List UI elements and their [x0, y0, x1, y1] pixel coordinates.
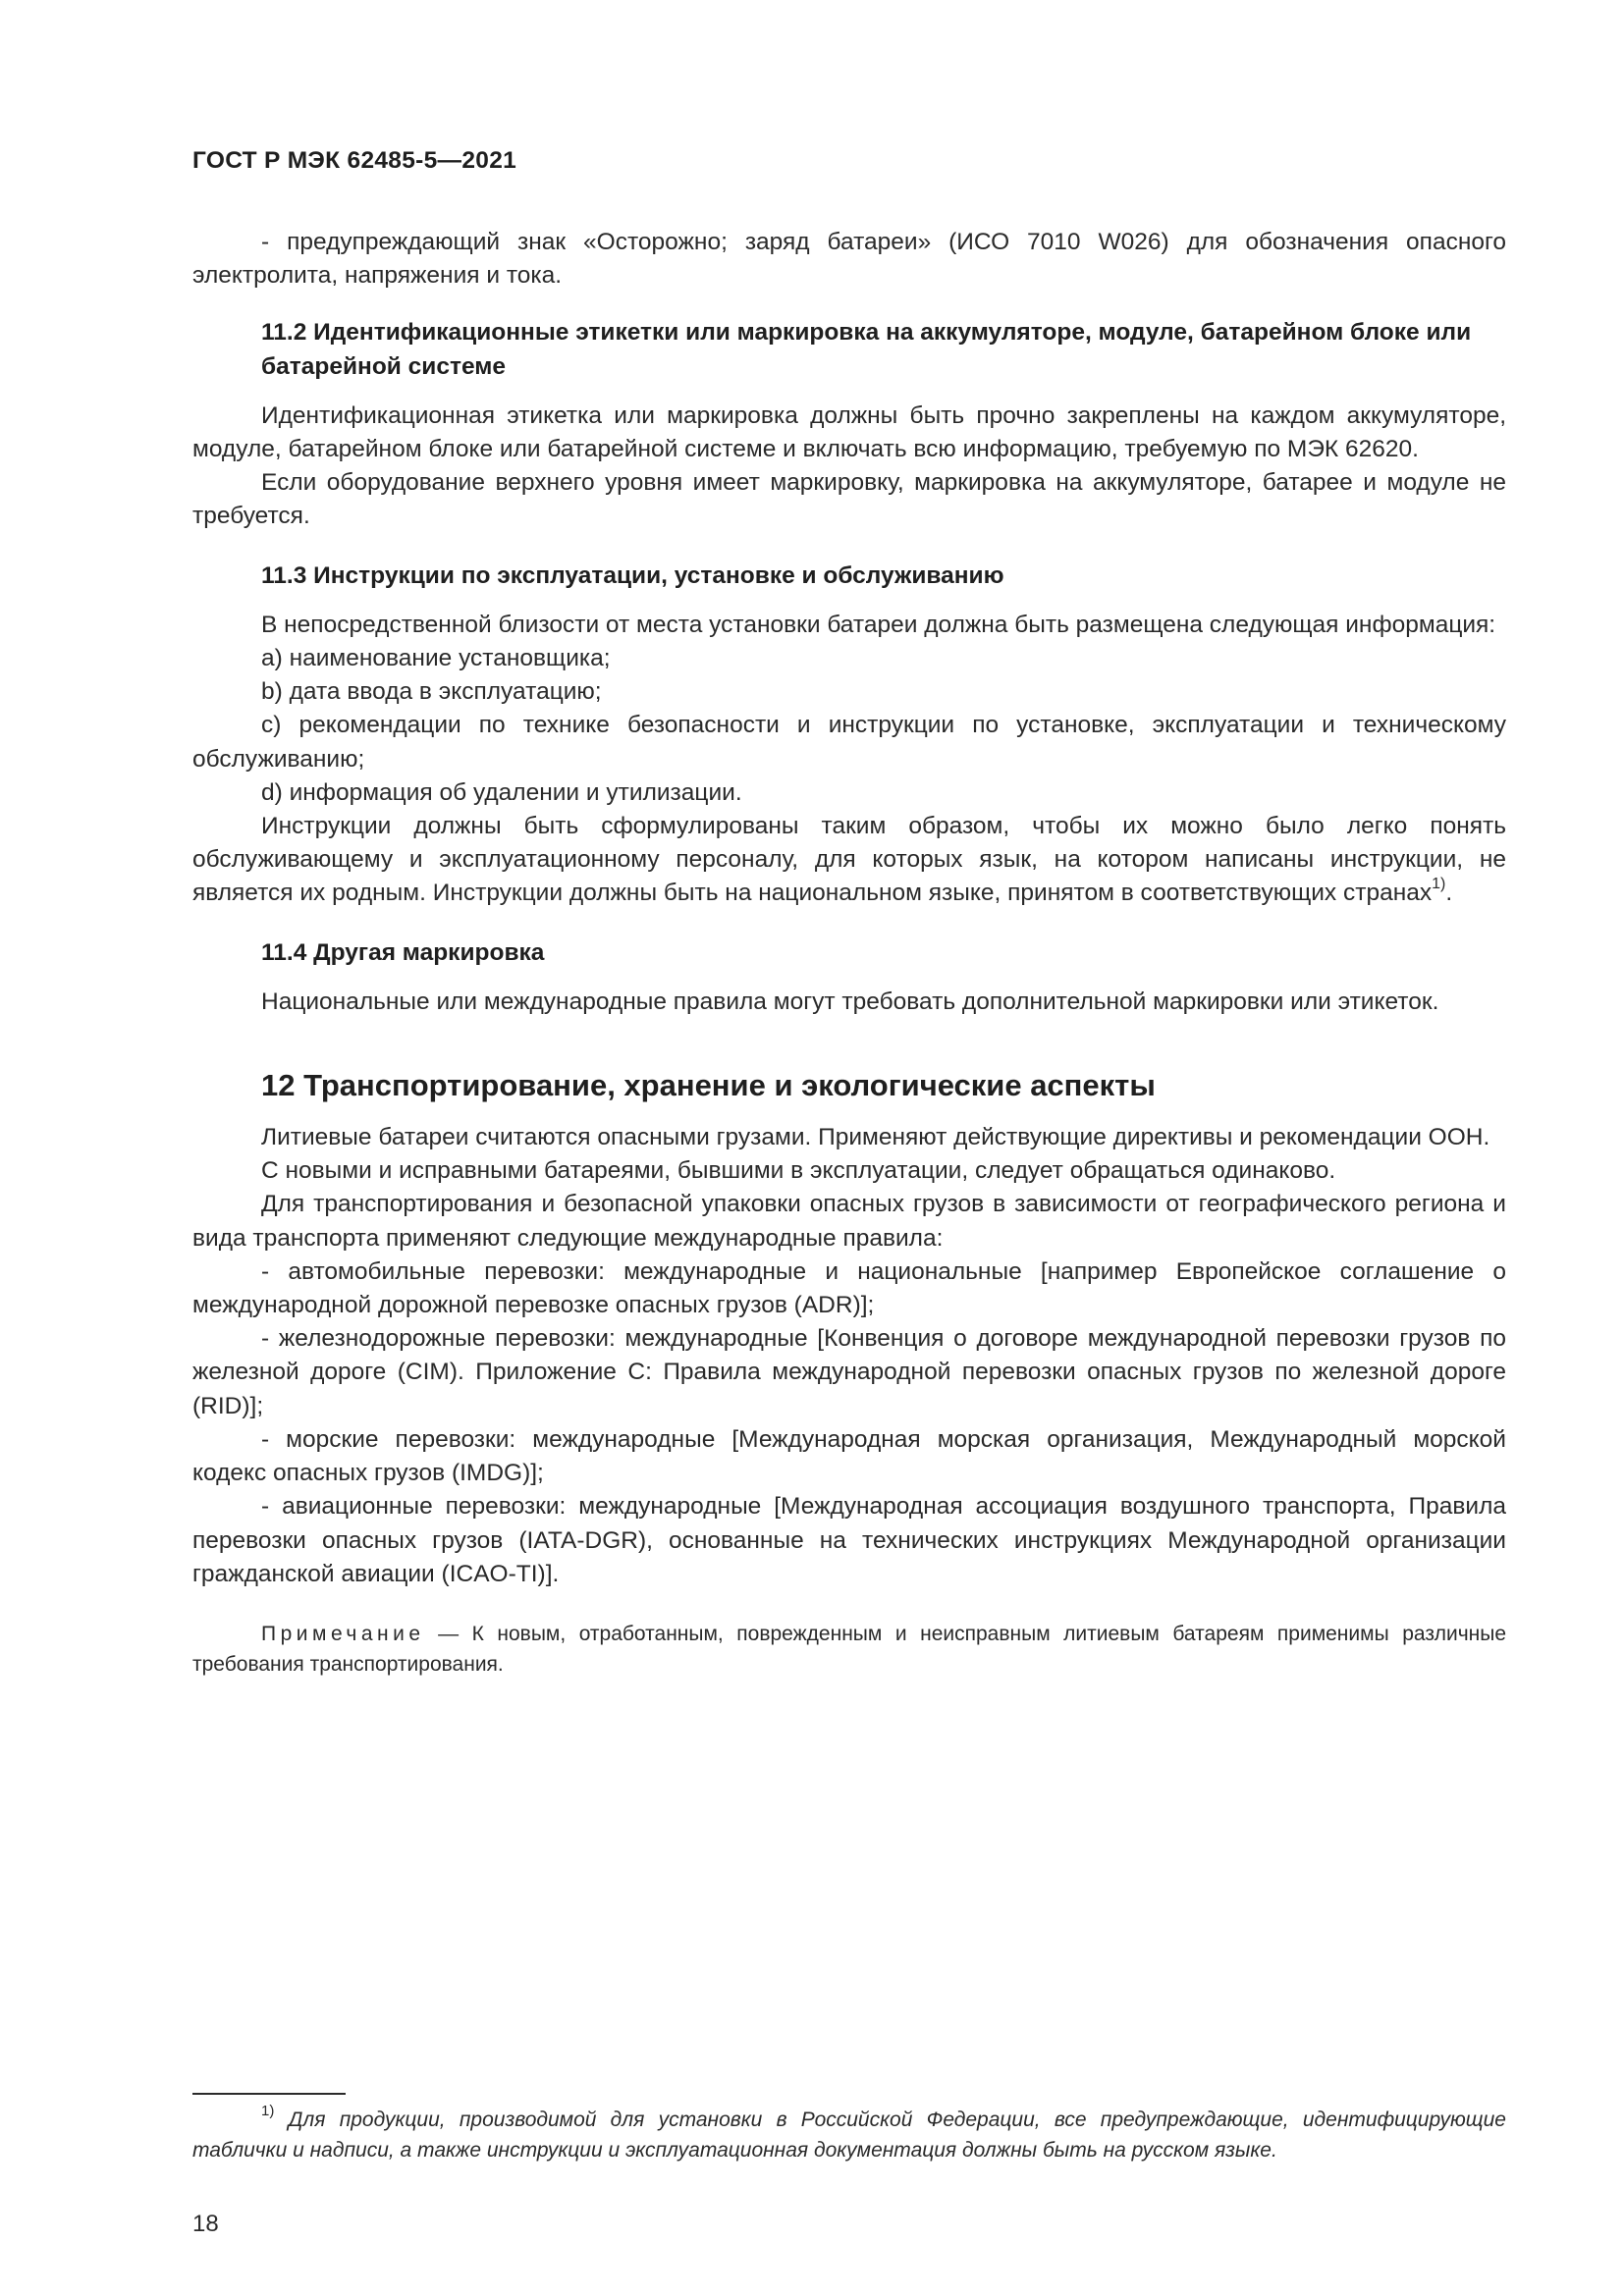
list-item: - железнодорожные перевозки: международные [Конвенция о договоре международной перевозки грузов по железной дороге (CIM). Приложение С: Правила международной перевозки опасных грузов по железной дороге (RID)]; — [192, 1325, 1506, 1419]
section-12-paragraph-2: С новыми и исправными батареями, бывшими в эксплуатации, следует обращаться одинаково. — [261, 1157, 1336, 1185]
section-11-2-paragraph-2: Если оборудование верхнего уровня имеет маркировку, маркировка на аккумуляторе, батарее и модуле не требуется. — [192, 469, 1506, 530]
section-11-3-paragraph-1: В непосредственной близости от места установки батареи должна быть размещена следующая информация: — [261, 611, 1496, 638]
list-item: - автомобильные перевозки: международные и национальные [например Европейское соглашение о международной дорожной перевозке опасных грузов (ADR)]; — [192, 1257, 1506, 1319]
section-12-note — [192, 1619, 1506, 1680]
list-item: - авиационные перевозки: международные [Международная ассоциация воздушного транспорта, Правила перевозки опасных грузов (IATA-DGR), основанные на технических инструкциях Международной организации гражданской авиации (ICAO-TI)]. — [192, 1493, 1506, 1587]
list-item: a) наименование установщика; — [261, 645, 611, 672]
footnote — [192, 2105, 1506, 2165]
section-11-2-heading: 11.2 Идентификационные этикетки или маркировка на аккумуляторе, модуле, батарейном блоке или батарейной системе — [261, 319, 1472, 380]
list-item: c) рекомендации по технике безопасности и инструкции по установке, эксплуатации и техническому обслуживанию; — [192, 712, 1506, 773]
list-item: d) информация об удалении и утилизации. — [261, 778, 742, 806]
list-item: - морские перевозки: международные [Международная морская организация, Международный морской кодекс опасных грузов (IMDG)]; — [192, 1425, 1506, 1487]
note-dash: — — [424, 1622, 472, 1645]
section-11-4-heading: 11.4 Другая маркировка — [261, 938, 545, 966]
note-label: Примечание — [261, 1622, 425, 1645]
page-number: 18 — [192, 2211, 219, 2237]
section-12-paragraph-3: Для транспортирования и безопасной упаковки опасных грузов в зависимости от географического региона и вида транспорта применяют следующие международные правила: — [192, 1191, 1506, 1252]
document-page — [192, 147, 1507, 2237]
warning-sign-paragraph: - предупреждающий знак «Осторожно; заряд батареи» (ИСО 7010 W026) для обозначения опасного электролита, напряжения и тока. — [192, 229, 1506, 290]
note-text: К новым, отработанным, поврежденным и неисправным литиевым батареям применимы различные требования транспортирования. — [192, 1622, 1507, 1676]
section-12-paragraph-1: Литиевые батареи считаются опасными грузами. Применяют действующие директивы и рекомендации ООН. — [261, 1124, 1490, 1151]
section-11-2-paragraph-1: Идентификационная этикетка или маркировка должны быть прочно закреплены на каждом аккумуляторе, модуле, батарейном блоке или батарейной системе и включать всю информацию, требуемую по МЭК 62620. — [192, 401, 1506, 463]
list-item: b) дата ввода в эксплуатацию; — [261, 678, 602, 706]
document-code-header: ГОСТ Р МЭК 62485-5—2021 — [192, 147, 517, 174]
section-11-3-paragraph-2 — [192, 810, 1506, 911]
footnote-text: Для продукции, производимой для установки в Российской Федерации, все предупреждающие, идентифицирующие таблички и надписи, а также инструкции и эксплуатационная документация должны быть на русском языке. — [192, 2109, 1506, 2162]
section-12-heading: 12 Транспортирование, хранение и экологические аспекты — [261, 1068, 1156, 1103]
section-11-3-paragraph-2-end: . — [1445, 880, 1453, 907]
footnote-marker: 1) — [261, 2103, 275, 2119]
section-11-3-heading: 11.3 Инструкции по эксплуатации, установке и обслуживанию — [261, 561, 1004, 589]
section-11-3-paragraph-2-text: Инструкции должны быть сформулированы таким образом, чтобы их можно было легко понять обслуживающему и эксплуатационному персоналу, для которых язык, на котором написаны инструкции, не является их родным. Инструкции должны быть на национальном языке, принятом в соответствующих странах — [192, 813, 1506, 907]
footnote-reference[interactable]: 1) — [1432, 876, 1446, 893]
section-11-4-paragraph-1: Национальные или международные правила могут требовать дополнительной маркировки или этикеток. — [261, 988, 1439, 1015]
footnote-divider — [192, 2093, 346, 2095]
